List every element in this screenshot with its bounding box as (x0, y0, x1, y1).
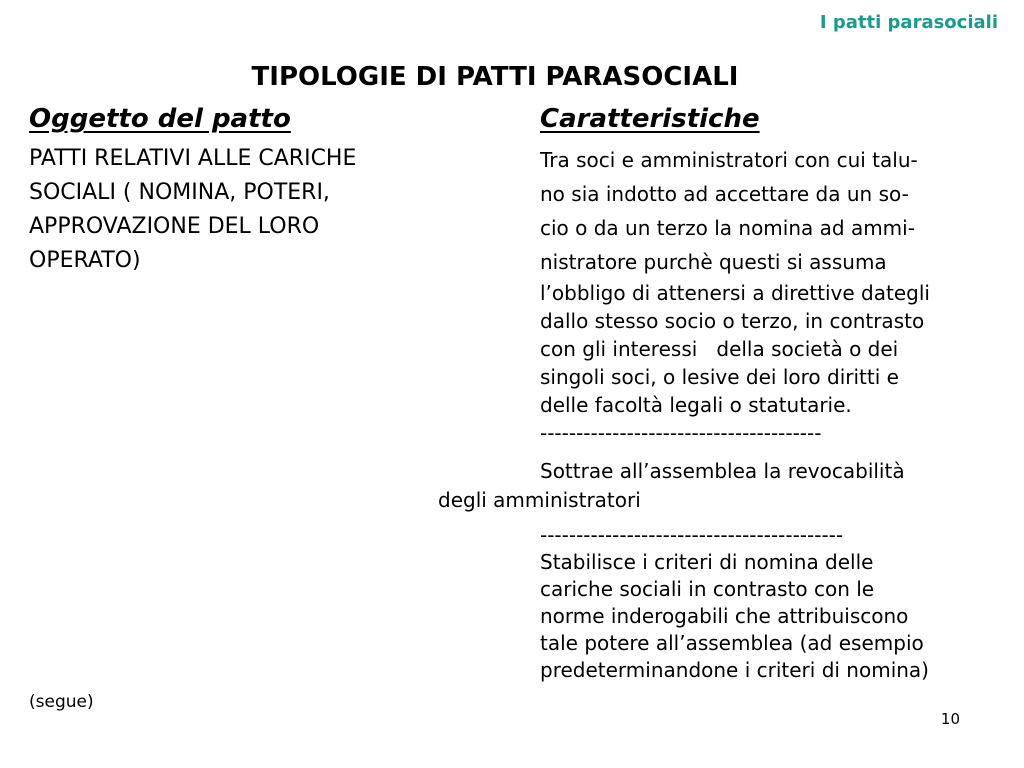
right-line: cariche sociali in contrasto con le (540, 577, 875, 601)
page-number: 10 (940, 710, 960, 728)
header-title: I patti parasociali (819, 12, 998, 33)
right-line: delle facoltà legali o statutarie. (540, 393, 852, 417)
left-line: PATTI RELATIVI ALLE CARICHE (29, 146, 357, 171)
left-column-text (29, 142, 356, 278)
left-line: APPROVAZIONE DEL LORO (29, 214, 320, 239)
footer-note: (segue) (29, 692, 94, 712)
slide-title: TIPOLOGIE DI PATTI PARASOCIALI (251, 62, 739, 92)
right-line: con gli interessi della società o dei (540, 337, 899, 361)
separator-line: ------------------------------------------ (540, 523, 844, 547)
right-line: cio o da un terzo la nomina ad ammi- (540, 216, 915, 240)
right-line: dallo stesso socio o terzo, in contrasto (540, 309, 925, 333)
right-line: nistratore purchè questi si assuma (540, 250, 887, 274)
right-block-4 (540, 522, 929, 684)
right-line: no sia indotto ad accettare da un so- (540, 182, 909, 206)
right-line: singoli soci, o lesive dei loro diritti e (540, 365, 899, 389)
left-line: OPERATO) (29, 248, 141, 273)
right-line: Tra soci e amministratori con cui talu- (540, 148, 918, 172)
right-column-heading: Caratteristiche (540, 104, 760, 134)
right-line: norme inderogabili che attribuiscono (540, 604, 909, 628)
right-line: predeterminandone i criteri di nomina) (540, 658, 929, 682)
right-line: tale potere all’assemblea (ad esempio (540, 631, 924, 655)
right-block-1 (540, 143, 918, 279)
right-block-3-continuation: degli amministratori (438, 488, 641, 512)
left-line: SOCIALI ( NOMINA, POTERI, (29, 180, 330, 205)
right-block-3: Sottrae all’assemblea la revocabilità (540, 459, 905, 483)
right-line: Stabilisce i criteri di nomina delle (540, 550, 874, 574)
left-column-heading: Oggetto del patto (29, 104, 291, 134)
separator-line: --------------------------------------- (540, 421, 822, 445)
right-block-2 (540, 279, 930, 447)
right-line: l’obbligo di attenersi a direttive dategli (540, 281, 930, 305)
